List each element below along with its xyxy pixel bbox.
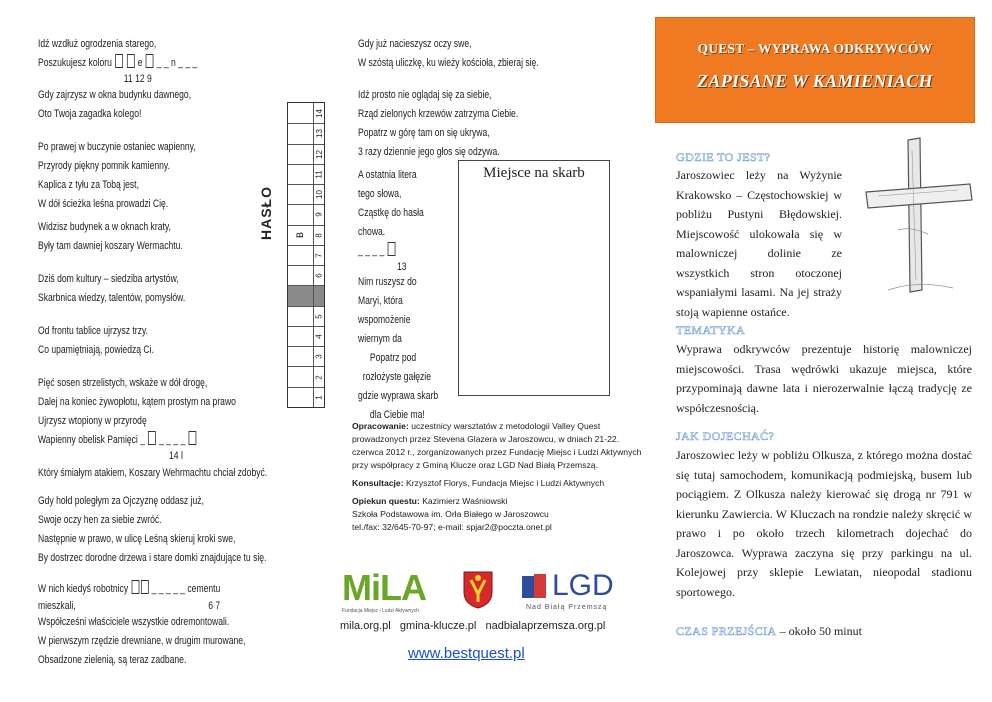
cell-number: 5 bbox=[313, 307, 325, 326]
poem-line: By dostrzec dorodne drzewa i stare domki znajdujące tu się. bbox=[38, 552, 267, 564]
clue-text: Poszukujesz koloru bbox=[38, 57, 115, 69]
letter-box bbox=[131, 580, 139, 594]
clue-line bbox=[38, 599, 245, 613]
cell-letter: B bbox=[294, 232, 305, 239]
poem-line: W szóstą uliczkę, ku wieży kościoła, zbieraj się. bbox=[358, 57, 539, 69]
poem-line: Pięć sosen strzelistych, wskaże w dół drogę, bbox=[38, 377, 208, 389]
letter-box bbox=[148, 431, 156, 445]
credit-text: Krzysztof Florys, Fundacja Miejsc i Ludzi Aktywnych bbox=[403, 478, 605, 488]
clue-text: W nich kiedyś robotnicy bbox=[38, 583, 131, 595]
riddle-plaques bbox=[38, 322, 154, 360]
poem-line: Oto Twoja zagadka kolego! bbox=[38, 108, 142, 120]
poem-line: gdzie wyprawa skarb bbox=[358, 390, 439, 402]
mila-logo-text: MiLA bbox=[342, 567, 426, 608]
cell-number: 12 bbox=[313, 145, 325, 164]
letter-box bbox=[127, 54, 135, 68]
credit-text: uczestnicy warsztatów z metodologii Valley Quest prowadzonych przez Stevena Glazera w Jaroszowcu, w dniach 21-22. czerwca 2012 r., zorganizowanych przez Fundację Miejsc i Ludzi Aktywnych przy współpracy z Gminą Klucze oraz LGD Nad Białą Przemszą. bbox=[352, 421, 642, 470]
poem-line: dla Ciebie ma! bbox=[358, 409, 425, 421]
riddle-obelisk bbox=[38, 374, 267, 483]
partner-logos bbox=[338, 568, 638, 622]
poem-line: Po prawej w buczynie ostaniec wapienny, bbox=[38, 141, 196, 153]
clue-text: _ _ _ _ bbox=[156, 434, 188, 446]
poem-line: W dół ścieżka leśna prowadzi Cię. bbox=[38, 198, 169, 210]
credit-label: Konsultacje: bbox=[352, 478, 404, 488]
mila-logo bbox=[342, 568, 452, 618]
password-cell bbox=[288, 387, 324, 407]
poem-line: Który śmiałym atakiem, Koszary Wehrmachtu chciał zdobyć. bbox=[38, 467, 268, 479]
riddle-fence bbox=[38, 35, 197, 87]
clue-line bbox=[358, 242, 424, 261]
cell-number: 7 bbox=[313, 246, 325, 265]
password-cell bbox=[288, 184, 324, 204]
poem-line: Gdy hołd poległym za Ojczyznę oddasz już, bbox=[38, 495, 204, 507]
where-text: Jaroszowiec leży na Wyżynie Krakowsko – Częstochowskiej w pobliżu Pustyni Błędowskiej. Miejscowość ulokowała się w malowniczej dolinie ze wszystkich stron otoczonej wspaniałymi lasami. Na jej straży stoją wapienne ostańce. bbox=[676, 168, 842, 319]
poem-line: Nim ruszysz do bbox=[358, 276, 417, 288]
riddle-bell bbox=[358, 86, 518, 162]
letter-box bbox=[115, 54, 123, 68]
riddle-barracks bbox=[38, 218, 183, 256]
poem-line: Rząd zielonych krzewów zatrzyma Ciebie. bbox=[358, 108, 519, 120]
poem-line: Cząstkę do hasła bbox=[358, 207, 424, 219]
password-grid bbox=[287, 102, 325, 408]
cell-number bbox=[313, 286, 325, 305]
poem-line: Idź wzdłuż ogrodzenia starego, bbox=[38, 38, 157, 50]
letter-box bbox=[141, 580, 149, 594]
banner-title: ZAPISANE W KAMIENIACH bbox=[697, 71, 933, 91]
credit-label: Opiekun questu: bbox=[352, 496, 420, 506]
treasure-title: Miejsce na skarb bbox=[483, 165, 585, 181]
cell-number: 8 bbox=[313, 226, 325, 245]
password-cell bbox=[288, 164, 324, 184]
poem-line: Maryi, która bbox=[358, 295, 403, 307]
cell-number: 3 bbox=[313, 347, 325, 366]
credit-text: Kazimierz Waśniowski bbox=[419, 496, 508, 506]
poem-line: Skarbnica wiedzy, talentów, pomysłów. bbox=[38, 292, 186, 304]
cell-number: 9 bbox=[313, 205, 325, 224]
poem-line: Współcześni właściciele wszystkie odremontowali. bbox=[38, 616, 230, 628]
clue-line bbox=[38, 54, 197, 73]
topic-text: Wyprawa odkrywców prezentuje historię malowniczej miejscowości. Trasa wędrówki ukazuje miejsca, które przypominają dawne lata i nierozerwalnie łączą tradycję ze współczesnością. bbox=[676, 342, 972, 415]
poem-line: Obsadzone zielenią, są teraz zadbane. bbox=[38, 654, 187, 666]
partner-urls-text: mila.org.pl gmina-klucze.pl nadbialaprzemsza.org.pl bbox=[340, 620, 606, 632]
cell-number: 13 bbox=[313, 124, 325, 143]
clue-text: _ _ n _ _ _ bbox=[154, 57, 198, 69]
password-cell bbox=[288, 285, 324, 305]
password-cell bbox=[288, 326, 324, 346]
poem-line: rozłożyste gałęzie bbox=[358, 371, 431, 383]
duration-line bbox=[676, 622, 972, 642]
clue-text: mieszkali, bbox=[38, 600, 76, 612]
password-cell bbox=[288, 245, 324, 265]
credit-authors bbox=[352, 420, 642, 472]
credit-label: Opracowanie: bbox=[352, 421, 409, 431]
poem-line: Co upamiętniają, powiedzą Ci. bbox=[38, 344, 154, 356]
poem-line: Dziś dom kultury – siedziba artystów, bbox=[38, 273, 179, 285]
poem-line: tego słowa, bbox=[358, 188, 402, 200]
poem-line: 3 razy dziennie jego głos się odzywa. bbox=[358, 146, 500, 158]
riddle-building bbox=[38, 86, 191, 124]
poem-line: Od frontu tablice ujrzysz trzy. bbox=[38, 325, 148, 337]
letter-numbers: 13 bbox=[397, 261, 407, 273]
cell-number: 1 bbox=[313, 388, 325, 407]
cell-number: 4 bbox=[313, 327, 325, 346]
clue-text: Wapienny obelisk Pamięci _ bbox=[38, 434, 148, 446]
cell-number: 10 bbox=[313, 185, 325, 204]
poem-line: wiernym da bbox=[358, 333, 402, 345]
bestquest-link[interactable]: www.bestquest.pl bbox=[408, 645, 525, 662]
clue-text: _ _ _ _ bbox=[358, 245, 387, 257]
password-cell bbox=[288, 366, 324, 386]
poem-line: Popatrz pod bbox=[358, 352, 417, 364]
password-cell bbox=[288, 123, 324, 143]
letter-numbers: 11 12 9 bbox=[123, 73, 152, 85]
poem-line: Następnie w prawo, w ulicę Leśną skieruj kroki swe, bbox=[38, 533, 236, 545]
poem-line: Gdy zajrzysz w okna budynku dawnego, bbox=[38, 89, 192, 101]
password-cell bbox=[288, 225, 324, 245]
clue-text: _ _ _ _ _ cementu bbox=[149, 583, 221, 595]
partner-urls bbox=[340, 620, 640, 632]
poem-line: wspomożenie bbox=[358, 314, 411, 326]
heading-where: GDZIE TO JEST? bbox=[676, 150, 771, 164]
cell-number: 11 bbox=[313, 165, 325, 184]
poem-line: Swoje oczy hen za siebie zwróć. bbox=[38, 514, 162, 526]
duration-text: – około 50 minut bbox=[776, 624, 862, 638]
letter-numbers: 14 l bbox=[169, 450, 183, 462]
stone-cross-icon bbox=[858, 130, 978, 300]
password-cell bbox=[288, 144, 324, 164]
cell-number: 6 bbox=[313, 266, 325, 285]
letter-box bbox=[387, 242, 395, 256]
coat-of-arms-icon bbox=[462, 570, 494, 610]
banner-subtitle: QUEST – WYPRAWA ODKRYWCÓW bbox=[697, 41, 933, 56]
letter-box bbox=[146, 54, 154, 68]
credits bbox=[352, 420, 642, 534]
riddle-culture-house bbox=[38, 270, 185, 308]
directions-text: Jaroszowiec leży w pobliżu Olkusza, z którego można dostać się tutaj samochodem, komunikacją podmiejską, busem lub pociągiem. Z Olkusza należy kierować się drogą nr 791 w kierunku Zawiercia. W Kluczach na rondzie należy skręcić w prawo i po około trzech kilometrach dojechać do Jaroszowca. Wyprawa zaczyna się przy parkingu na ul. Kolejowej przy sklepie Lewiatan, nieopodal stadionu sportowego. bbox=[676, 448, 972, 599]
credit-guardian bbox=[352, 495, 642, 508]
cell-number: 2 bbox=[313, 367, 325, 386]
cell-number: 14 bbox=[313, 103, 325, 123]
password-label: HASŁO bbox=[258, 186, 274, 240]
poem-line: Przyrody piękny pomnik kamienny. bbox=[38, 160, 170, 172]
mila-logo-subtitle: Fundacja Miejsc i Ludzi Aktywnych bbox=[342, 608, 419, 614]
title-banner bbox=[655, 17, 975, 123]
poem-line: Idź prosto nie oglądaj się za siebie, bbox=[358, 89, 492, 101]
password-cell bbox=[288, 265, 324, 285]
lgd-mark-icon bbox=[520, 572, 550, 602]
heading-topic: TEMATYKA bbox=[676, 323, 746, 337]
poem-line: chowa. bbox=[358, 226, 386, 238]
letter-box bbox=[189, 431, 197, 445]
poem-line: Gdy już nacieszysz oczy swe, bbox=[358, 38, 472, 50]
heading-duration: CZAS PRZEJŚCIA bbox=[676, 624, 777, 638]
riddle-mary bbox=[358, 273, 438, 425]
lgd-logo bbox=[520, 568, 635, 620]
password-cell bbox=[288, 103, 324, 123]
letter-numbers: 6 7 bbox=[208, 600, 221, 612]
credit-text: Szkoła Podstawowa im. Orła Białego w Jaroszowcu bbox=[352, 509, 549, 519]
poem-line: Popatrz w górę tam on się ukrywa, bbox=[358, 127, 490, 139]
treasure-box bbox=[458, 160, 610, 396]
heading-directions: JAK DOJECHAĆ? bbox=[676, 429, 775, 443]
clue-line bbox=[38, 580, 245, 599]
riddle-workers bbox=[38, 580, 245, 670]
credit-consultation bbox=[352, 477, 642, 490]
poem-line: Były tam dawniej koszary Wermachtu. bbox=[38, 240, 183, 252]
clue-text: e bbox=[135, 57, 145, 69]
riddle-houses bbox=[38, 492, 266, 568]
clue-line bbox=[38, 431, 267, 450]
poem-line: A ostatnia litera bbox=[358, 169, 417, 181]
riddle-last-letter bbox=[358, 166, 424, 275]
credit-text: tel./fax: 32/645-70-97; e-mail: spjar2@poczta.onet.pl bbox=[352, 522, 552, 532]
left-column bbox=[0, 0, 326, 702]
riddle-street bbox=[358, 35, 539, 73]
poem-line: Kaplica z tyłu za Tobą jest, bbox=[38, 179, 139, 191]
poem-line: W pierwszym rzędzie drewniane, w drugim murowane, bbox=[38, 635, 246, 647]
lgd-logo-text: LGD bbox=[552, 569, 614, 602]
poem-line: Widzisz budynek a w oknach kraty, bbox=[38, 221, 171, 233]
password-cell bbox=[288, 306, 324, 326]
password-cell bbox=[288, 346, 324, 366]
poem-line: Dalej na koniec żywopłotu, kątem prostym na prawo bbox=[38, 396, 236, 408]
poem-line: Ujrzysz wtopiony w przyrodę bbox=[38, 415, 147, 427]
password-cell bbox=[288, 204, 324, 224]
lgd-logo-subtitle: Nad Białą Przemszą bbox=[526, 604, 608, 611]
riddle-rock bbox=[38, 138, 196, 214]
